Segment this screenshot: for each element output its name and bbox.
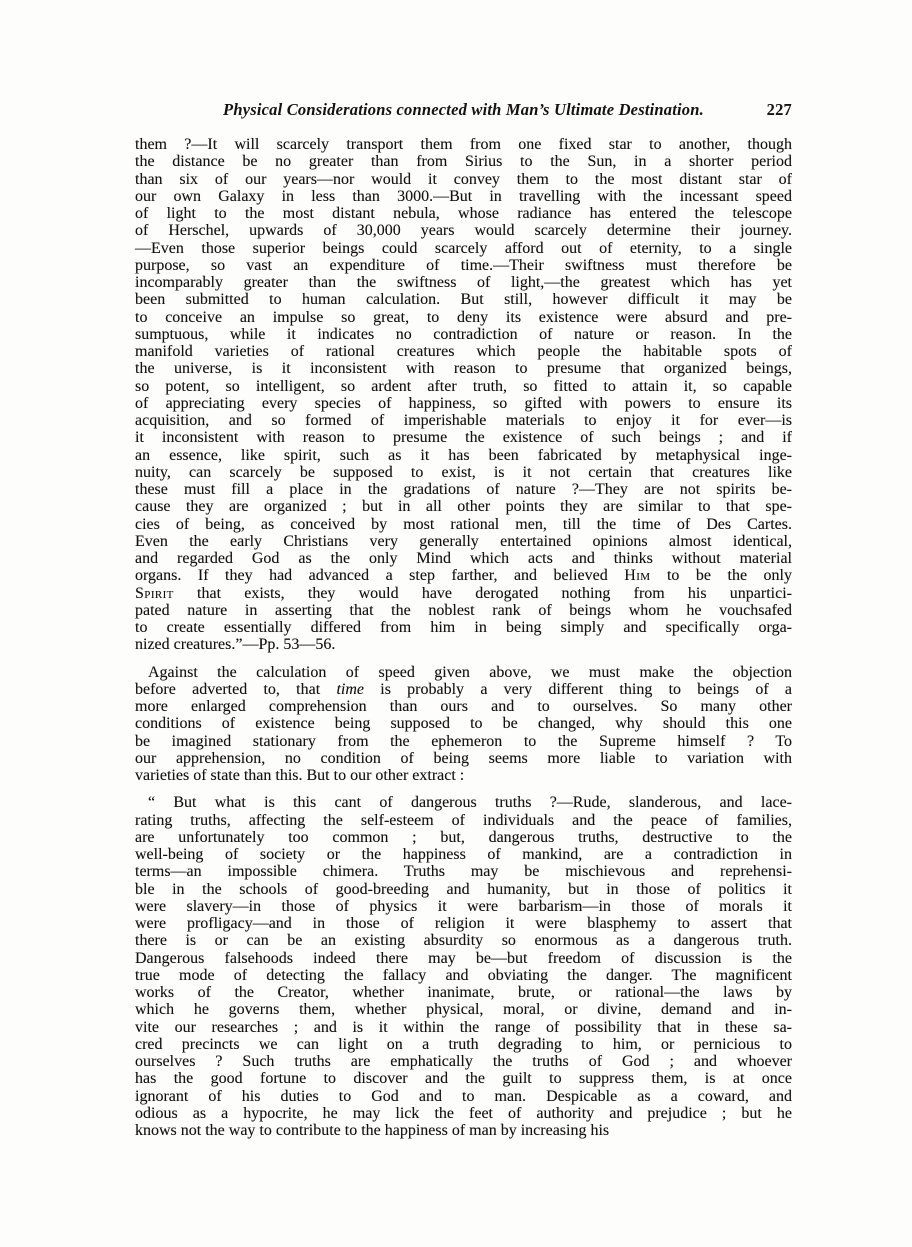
text-line: an essence, like spirit, such as it has been fabricated by metaphysical inge- [135,446,792,464]
text-line: and regarded God as the only Mind which acts and thinks without material [135,550,792,567]
text-line: incomparably greater than the swiftness of light,—the greatest which has yet [135,274,792,291]
paragraph [135,794,792,1139]
text-line: knows not the way to contribute to the happiness of man by increasing his [135,1122,610,1139]
text-line: manifold varieties of rational creatures which people the habitable spots of [135,343,792,360]
text-line: well-being of society or the happiness of mankind, are a contradiction in [135,846,792,863]
text-line: Dangerous falsehoods indeed there may be—but freedom of discussion is the [135,949,792,967]
text-line: were profligacy—and in those of religion it were blasphemy to assert that [135,915,792,932]
text-line: has the good fortune to discover and the guilt to suppress them, is at once [135,1070,792,1088]
page-body [135,136,792,1139]
text-line: of light to the most distant nebula, whose radiance has entered the telescope [135,205,792,222]
text-line: Against the calculation of speed given above, we must make the objection [148,663,792,681]
text-line: nuity, can scarcely be supposed to exist, is it not certain that creatures like [135,463,792,481]
text-line: there is or can be an existing absurdity so enormous as a dangerous truth. [135,932,792,950]
text-line: which he governs them, whether physical, moral, or divine, demand and in- [135,1001,792,1019]
text-line: so potent, so intelligent, so ardent after truth, so fitted to attain it, so capable [135,377,792,395]
text-line: odious as a hypocrite, he may lick the feet of authority and prejudice ; but he [135,1104,792,1122]
text-line: these must fill a place in the gradations of nature ?—They are not spirits be- [135,481,792,498]
text-line: vite our researches ; and is it within the range of possibility that in these sa- [135,1018,792,1036]
text-line: Even the early Christians very generally entertained opinions almost identical, [135,532,792,550]
text-line: —Even those superior beings could scarcely afford out of eternity, to a single [135,239,792,257]
text-line: more enlarged comprehension than ours and to ourselves. So many other [135,698,792,715]
text-line: true mode of detecting the fallacy and obviating the danger. The magnificent [135,966,792,984]
page-title: Physical Considerations connected with Man’s Ultimate Destination. [223,100,704,119]
text-line: to conceive an impulse so great, to deny its existence were absurd and pre- [135,308,792,326]
text-line: are unfortunately too common ; but, dangerous truths, destructive to the [135,828,792,846]
text-line: our apprehension, no condition of being seems more liable to variation with [135,749,792,767]
page-number: 227 [766,100,792,119]
text-line: terms—an impossible chimera. Truths may be mischievous and reprehensi- [135,863,792,881]
text-line: of appreciating every species of happiness, so gifted with powers to ensure its [135,394,792,412]
text-line: organs. If they had advanced a step farther, and believed Him to be the only [135,567,792,585]
text-line: ble in the schools of good-breeding and humanity, but in those of politics it [135,880,792,898]
text-line: cred precincts we can light on a truth degrading to him, or pernicious to [135,1035,792,1053]
text-line: purpose, so vast an expenditure of time.—Their swiftness must therefore be [135,256,792,274]
text-line: the universe, is it inconsistent with reason to presume that organized beings, [135,360,792,378]
text-line: our own Galaxy in less than 3000.—But in travelling with the incessant speed [135,187,792,205]
text-line: of Herschel, upwards of 30,000 years would scarcely determine their journey. [135,222,792,240]
text-line: rating truths, affecting the self-esteem of individuals and the peace of families, [135,811,792,829]
text-line: works of the Creator, whether inanimate, brute, or rational—the laws by [135,984,792,1001]
text-line: them ?—It will scarcely transport them from one fixed star to another, though [135,136,792,153]
text-line: were slavery—in those of physics it were barbarism—in those of morals it [135,897,792,915]
text-line: conditions of existence being supposed to be changed, why should this one [135,715,792,733]
text-line: cies of being, as conceived by most rational men, till the time of Des Cartes. [135,515,792,533]
paragraph [135,664,792,785]
text-line: Spirit that exists, they would have derogated nothing from his unpartici- [135,584,792,602]
text-line: “ But what is this cant of dangerous truths ?—Rude, slanderous, and lace- [148,794,792,812]
text-line: pated nature in asserting that the noblest rank of beings whom he vouchsafed [135,601,792,619]
text-line: acquisition, and so formed of imperishable materials to enjoy it for ever—is [135,412,792,429]
paragraph [135,136,792,654]
text-line: before adverted to, that time is probably a very different thing to beings of a [135,680,793,698]
text-line: it inconsistent with reason to presume the existence of such beings ; and if [135,429,792,447]
text-line: ourselves ? Such truths are emphatically the truths of God ; and whoever [135,1053,792,1070]
text-line: sumptuous, while it indicates no contradiction of nature or reason. In the [135,325,792,343]
text-line: the distance be no greater than from Sirius to the Sun, in a shorter period [135,153,792,171]
text-line: cause they are organized ; but in all other points they are similar to that spe- [135,498,792,516]
text-line: be imagined stationary from the ephemeron to the Supreme himself ? To [135,732,792,750]
text-line: ignorant of his duties to God and to man. Despicable as a coward, and [135,1087,792,1105]
text-line: nized creatures.”—Pp. 53—56. [135,636,336,654]
text-line: to create essentially differed from him in being simply and specifically orga- [135,619,792,636]
text-line: than six of our years—nor would it convey them to the most distant star of [135,170,792,188]
text-line: varieties of state than this. But to our other extract : [135,767,465,784]
text-line: been submitted to human calculation. But still, however difficult it may be [135,291,792,309]
running-head [135,100,792,122]
